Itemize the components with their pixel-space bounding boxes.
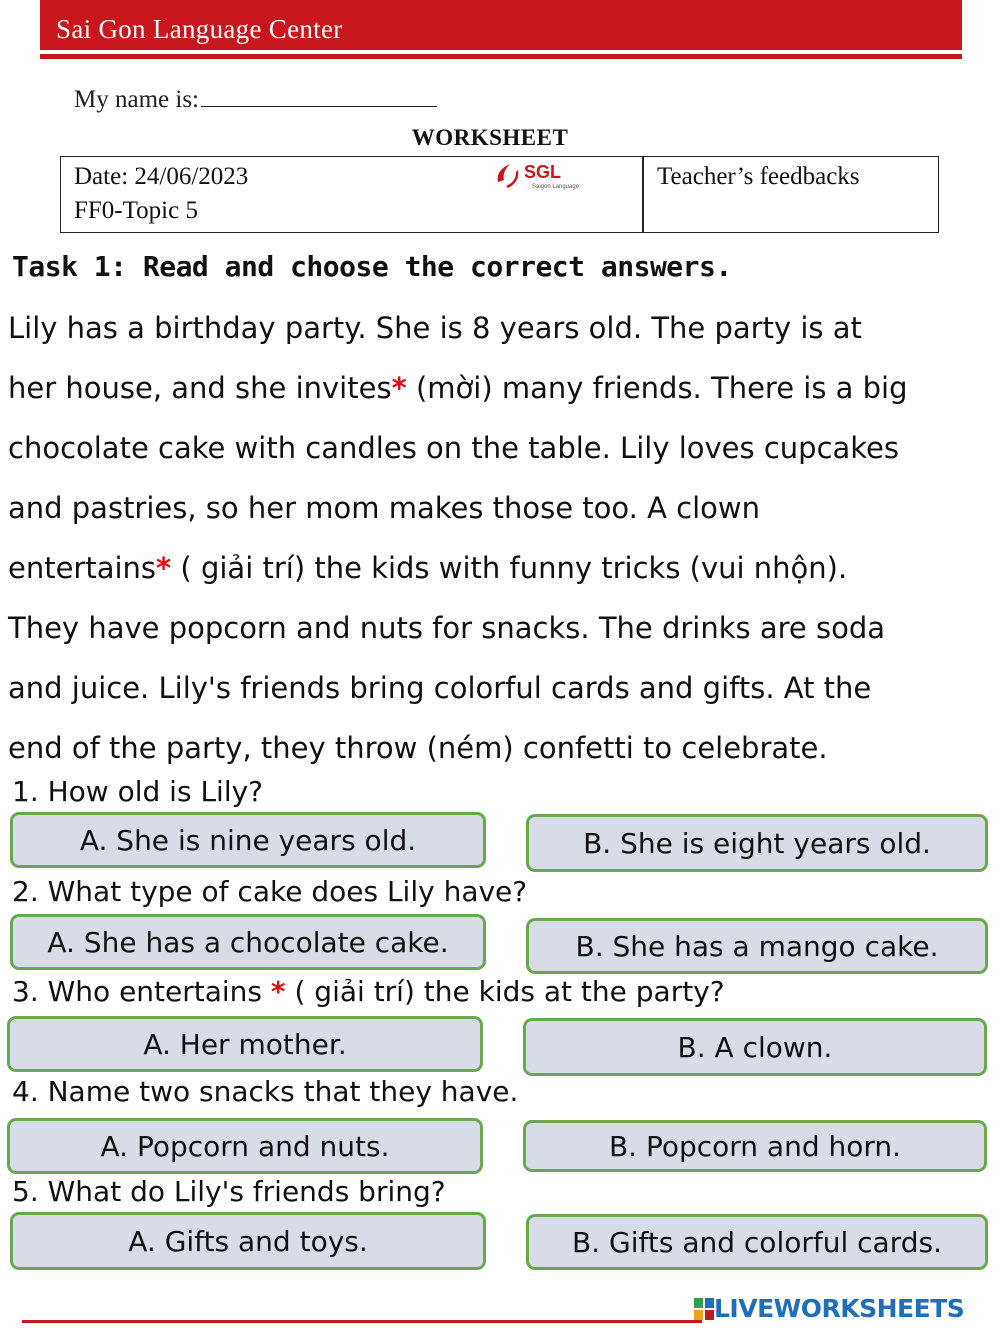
asterisk-mark: * [270,975,286,1008]
passage-line: Lily has a birthday party. She is 8 years old. The party is at [8,311,862,345]
info-divider [642,156,644,233]
question-2: 2. What type of cake does Lily have? [12,875,528,908]
question-1: 1. How old is Lily? [12,775,264,808]
q4-option-b[interactable]: B. Popcorn and horn. [523,1120,987,1172]
liveworksheets-text: LIVEWORKSHEETS [714,1294,965,1323]
passage-line: They have popcorn and nuts for snacks. The drinks are soda [8,611,886,645]
passage-line: end of the party, they throw (ném) confetti to celebrate. [8,731,828,765]
q5-option-b[interactable]: B. Gifts and colorful cards. [526,1214,988,1270]
q3-option-b[interactable]: B. A clown. [523,1018,987,1076]
question-3 [12,975,725,1008]
header-underline [40,54,962,59]
passage-text: entertains [8,551,157,585]
name-label: My name is: [74,86,199,113]
footer-line [22,1320,702,1323]
center-name: Sai Gon Language Center [56,14,343,44]
passage-text: her house, and she invites [8,371,392,405]
passage-text: (mời) many friends. There is a big [406,371,908,405]
q3-option-a[interactable]: A. Her mother. [7,1016,483,1072]
q5-option-a[interactable]: A. Gifts and toys. [10,1212,486,1270]
name-blank-input[interactable] [201,84,437,107]
asterisk-mark: * [156,551,172,585]
q2-option-a[interactable]: A. She has a chocolate cake. [10,914,486,970]
task-title: Task 1: Read and choose the correct answers. [12,250,732,283]
passage-line: and juice. Lily's friends bring colorful cards and gifts. At the [8,671,872,705]
liveworksheets-brand [694,1294,964,1323]
passage-text: ( giải trí) the kids with funny tricks (vui nhộn). [171,551,848,585]
asterisk-mark: * [391,371,407,405]
q1-option-b[interactable]: B. She is eight years old. [526,814,988,872]
question-4: 4. Name two snacks that they have. [12,1075,519,1108]
worksheet-date: Date: 24/06/2023 [74,163,249,190]
q4-option-a[interactable]: A. Popcorn and nuts. [7,1118,483,1174]
q2-option-b[interactable]: B. She has a mango cake. [526,918,988,974]
reading-passage [8,298,988,778]
name-field [74,84,437,114]
worksheet-title: WORKSHEET [411,125,569,150]
passage-line [8,538,988,598]
sgl-logo-text: SGL [524,162,562,182]
sgl-logo-subtext: Saigon Language [532,184,580,190]
passage-line: chocolate cake with candles on the table. Lily loves cupcakes [8,431,899,465]
liveworksheets-icon [694,1298,714,1320]
question-5: 5. What do Lily's friends bring? [12,1175,446,1208]
question-3-text-end: ( giải trí) the kids at the party? [285,975,725,1008]
worksheet-topic: FF0-Topic 5 [74,197,198,224]
q1-option-a[interactable]: A. She is nine years old. [10,812,486,868]
passage-line: and pastries, so her mom makes those too. A clown [8,491,760,525]
sgl-logo [494,160,586,192]
passage-line [8,358,988,418]
teacher-feedback-label: Teacher’s feedbacks [657,163,860,190]
question-3-text: 3. Who entertains [12,975,271,1008]
